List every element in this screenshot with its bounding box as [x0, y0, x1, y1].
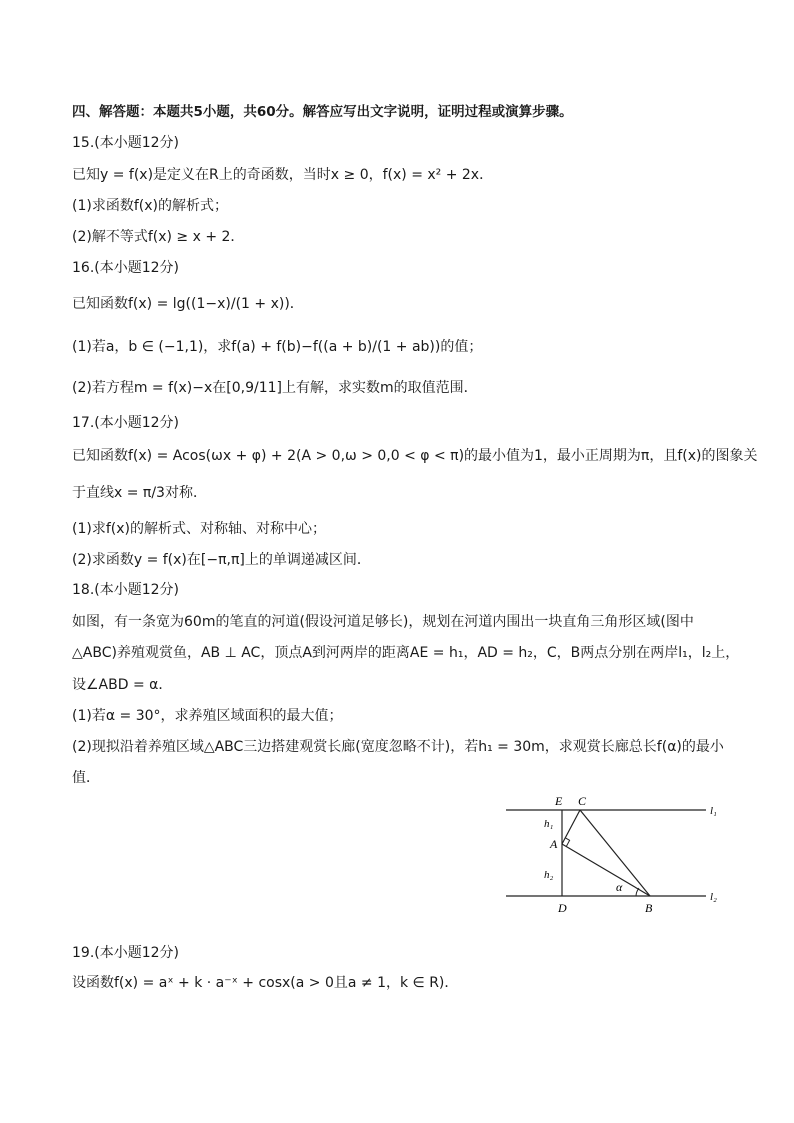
label-l2: l₂ [710, 891, 717, 903]
q18-part2-line2: 值． [72, 770, 100, 786]
q18-stem-line1: 如图，有一条宽为60m的笔直的河道(假设河道足够长)，规划在河道内围出一块直角三角形区域(图中 [72, 614, 694, 630]
q18-part2-line1: (2)现拟沿着养殖区域△ABC三边搭建观赏长廊(宽度忽略不计)，若h₁ = 30m，求观赏长廊总长f(α)的最小 [72, 739, 724, 755]
q15-part1: (1)求函数f(x)的解析式； [72, 198, 228, 214]
q19-stem: 设函数f(x) = aˣ + k · a⁻ˣ + cosx(a > 0且a ≠ 1，k ∈ R)． [72, 975, 459, 991]
right-angle-mark [565, 838, 569, 847]
q15-header: 15.(本小题12分) [72, 135, 180, 151]
q18-part1: (1)若α = 30°，求养殖区域面积的最大值； [72, 708, 343, 724]
label-A: A [550, 837, 558, 851]
label-h2: h₂ [544, 869, 554, 881]
q17-part1: (1)求f(x)的解析式、对称轴、对称中心； [72, 521, 326, 537]
q19-header: 19.(本小题12分) [72, 945, 180, 961]
q16-part2: (2)若方程m = f(x)−x在[0,9/11]上有解，求实数m的取值范围． [72, 380, 478, 396]
label-E: E [555, 794, 563, 808]
label-alpha: α [616, 880, 623, 894]
q17-stem-line1: 已知函数f(x) = Acos(ωx + φ) + 2(A > 0,ω > 0,0 < φ < π)的最小值为1，最小正周期为π，且f(x)的图象关 [72, 448, 758, 464]
q16-header: 16.(本小题12分) [72, 260, 180, 276]
q16-stem: 已知函数f(x) = lg((1−x)/(1 + x))． [72, 296, 304, 312]
label-l1: l₁ [710, 805, 717, 817]
q17-header: 17.(本小题12分) [72, 415, 180, 431]
q16-part1: (1)若a，b ∈ (−1,1)，求f(a) + f(b)−f((a + b)/(1 + ab))的值； [72, 339, 483, 355]
label-h1: h₁ [544, 818, 554, 830]
label-D: D [558, 901, 567, 915]
q18-stem-line2: △ABC)养殖观赏鱼，AB ⊥ AC，顶点A到河两岸的距离AE = h₁，AD = h₂，C，B两点分别在两岸l₁，l₂上， [72, 645, 740, 661]
segment-AC [562, 810, 580, 844]
q18-header: 18.(本小题12分) [72, 582, 180, 598]
q15-part2: (2)解不等式f(x) ≥ x + 2． [72, 229, 245, 245]
section-heading: 四、解答题：本题共5小题，共60分。解答应写出文字说明，证明过程或演算步骤。 [72, 104, 573, 120]
q18-stem-line3: 设∠ABD = α． [72, 677, 173, 693]
q17-stem-line2: 于直线x = π/3对称． [72, 485, 207, 501]
segment-CB [580, 810, 650, 896]
label-C: C [578, 794, 587, 808]
segment-AB [562, 844, 650, 896]
label-B: B [645, 901, 653, 915]
q17-part2: (2)求函数y = f(x)在[−π,π]上的单调递减区间． [72, 552, 371, 568]
river-triangle-figure [500, 790, 740, 920]
q15-stem: 已知y = f(x)是定义在R上的奇函数，当时x ≥ 0，f(x) = x² + 2x． [72, 167, 494, 183]
